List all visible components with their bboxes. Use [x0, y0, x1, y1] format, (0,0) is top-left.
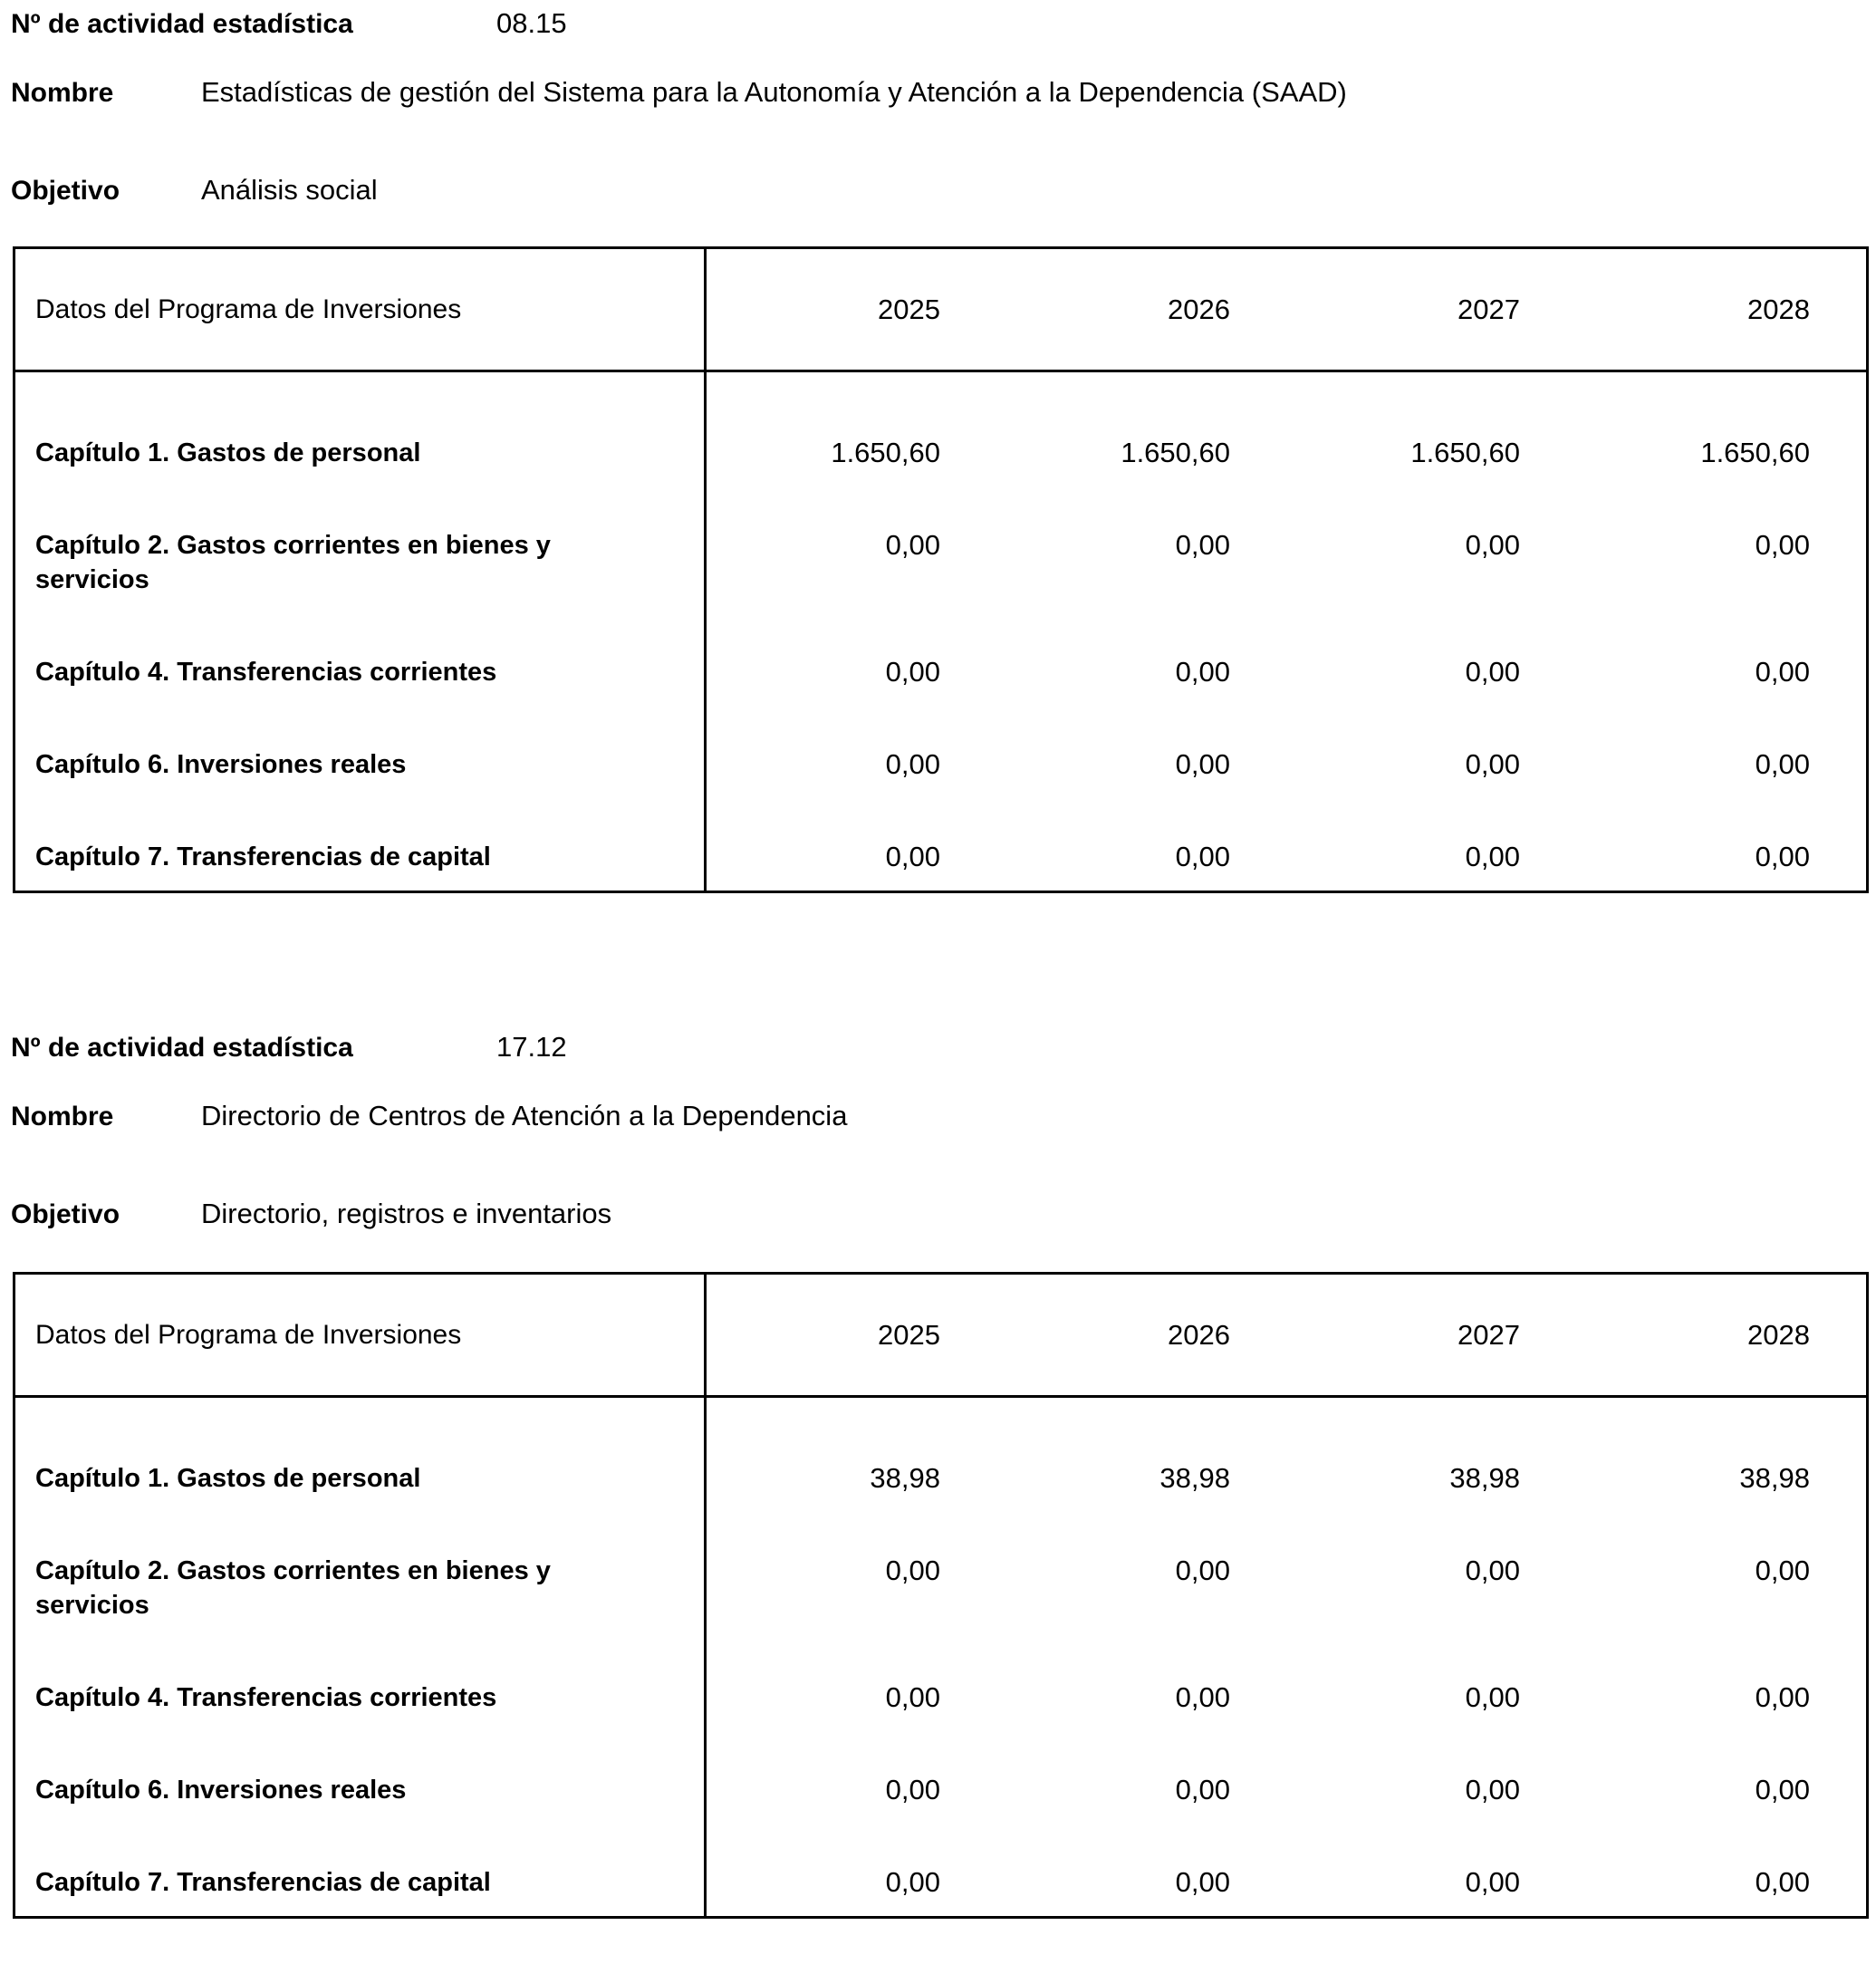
value-cell: 0,00	[1755, 1555, 1810, 1586]
value-cell: 0,00	[1175, 656, 1230, 688]
activity-number-value: 08.15	[496, 7, 567, 39]
table-row	[15, 1461, 1866, 1496]
value-cell: 0,00	[1175, 748, 1230, 780]
year-header: 2026	[1168, 1318, 1230, 1351]
table-row	[15, 436, 1866, 470]
row-label: Capítulo 4. Transferencias corrientes	[35, 1683, 497, 1712]
activity-number-label: Nº de actividad estadística	[11, 9, 353, 39]
year-header: 2025	[878, 293, 940, 325]
objective-row	[11, 174, 1869, 207]
value-cell: 0,00	[1755, 656, 1810, 688]
name-label: Nombre	[11, 78, 114, 108]
activity-number-value: 17.12	[496, 1031, 567, 1063]
investment-table-1	[13, 246, 1869, 893]
year-headers	[707, 294, 1866, 326]
activity-section-2	[11, 1031, 1869, 1919]
row-label: Capítulo 6. Inversiones reales	[35, 750, 407, 779]
value-cell: 0,00	[1175, 1555, 1230, 1586]
row-label: Capítulo 7. Transferencias de capital	[35, 1868, 491, 1897]
activity-number-row	[11, 1031, 1869, 1064]
row-label: Capítulo 7. Transferencias de capital	[35, 842, 491, 871]
table-header-row	[15, 249, 1866, 372]
objective-label: Objetivo	[11, 1199, 120, 1229]
value-cell: 0,00	[1465, 1555, 1520, 1586]
row-label: Capítulo 2. Gastos corrientes en bienes y servicios	[35, 1556, 551, 1620]
row-label: Capítulo 4. Transferencias corrientes	[35, 658, 497, 687]
value-cell: 0,00	[1465, 529, 1520, 561]
value-cell: 0,00	[885, 1681, 940, 1713]
row-values	[707, 840, 1866, 874]
row-values	[707, 1773, 1866, 1807]
table-row	[15, 655, 1866, 689]
value-cell: 1.650,60	[1410, 437, 1520, 468]
value-cell: 38,98	[1739, 1462, 1810, 1494]
value-cell: 1.650,60	[831, 437, 940, 468]
value-cell: 0,00	[1755, 748, 1810, 780]
table-title: Datos del Programa de Inversiones	[35, 1319, 462, 1350]
value-cell: 0,00	[1755, 1774, 1810, 1805]
row-values	[707, 1865, 1866, 1900]
value-cell: 38,98	[1449, 1462, 1520, 1494]
row-values	[707, 1461, 1866, 1496]
row-values	[707, 1680, 1866, 1715]
column-divider	[704, 249, 707, 891]
value-cell: 1.650,60	[1121, 437, 1230, 468]
table-header-row	[15, 1275, 1866, 1398]
table-row	[15, 1865, 1866, 1900]
value-cell: 0,00	[1755, 841, 1810, 872]
row-values	[707, 747, 1866, 782]
table-row	[15, 840, 1866, 874]
table-body	[15, 1398, 1866, 1916]
table-row	[15, 747, 1866, 782]
investment-table-2	[13, 1272, 1869, 1919]
value-cell: 0,00	[885, 529, 940, 561]
name-label: Nombre	[11, 1102, 114, 1131]
value-cell: 0,00	[1465, 656, 1520, 688]
activity-number-label: Nº de actividad estadística	[11, 1033, 353, 1063]
activity-section-1	[11, 7, 1869, 893]
row-values	[707, 1554, 1866, 1622]
name-value: Directorio de Centros de Atención a la Dependencia	[201, 1100, 848, 1131]
name-row	[11, 1100, 1869, 1132]
value-cell: 38,98	[870, 1462, 940, 1494]
table-title: Datos del Programa de Inversiones	[35, 294, 462, 324]
table-body	[15, 372, 1866, 891]
value-cell: 0,00	[1175, 1866, 1230, 1898]
value-cell: 0,00	[1755, 529, 1810, 561]
value-cell: 0,00	[1175, 841, 1230, 872]
value-cell: 0,00	[1465, 841, 1520, 872]
row-values	[707, 436, 1866, 470]
value-cell: 0,00	[885, 1866, 940, 1898]
row-values	[707, 655, 1866, 689]
value-cell: 0,00	[885, 1774, 940, 1805]
year-header: 2028	[1747, 1318, 1810, 1351]
table-row	[15, 1554, 1866, 1622]
name-row	[11, 76, 1869, 109]
objective-value: Directorio, registros e inventarios	[201, 1198, 612, 1229]
value-cell: 38,98	[1159, 1462, 1230, 1494]
value-cell: 0,00	[1465, 1866, 1520, 1898]
value-cell: 1.650,60	[1700, 437, 1810, 468]
value-cell: 0,00	[1175, 1774, 1230, 1805]
name-value: Estadísticas de gestión del Sistema para la Autonomía y Atención a la Dependencia (SAAD)	[201, 76, 1347, 108]
objective-value: Análisis social	[201, 174, 378, 206]
table-row	[15, 1773, 1866, 1807]
value-cell: 0,00	[1755, 1681, 1810, 1713]
value-cell: 0,00	[1465, 1774, 1520, 1805]
year-header: 2027	[1458, 1318, 1520, 1351]
row-label: Capítulo 1. Gastos de personal	[35, 1464, 421, 1493]
row-label: Capítulo 6. Inversiones reales	[35, 1776, 407, 1805]
year-header: 2027	[1458, 293, 1520, 325]
value-cell: 0,00	[1175, 529, 1230, 561]
value-cell: 0,00	[1755, 1866, 1810, 1898]
year-header: 2025	[878, 1318, 940, 1351]
row-values	[707, 528, 1866, 597]
value-cell: 0,00	[885, 841, 940, 872]
year-headers	[707, 1319, 1866, 1352]
year-header: 2026	[1168, 293, 1230, 325]
table-row	[15, 1680, 1866, 1715]
table-row	[15, 528, 1866, 597]
row-label: Capítulo 1. Gastos de personal	[35, 438, 421, 467]
value-cell: 0,00	[1465, 1681, 1520, 1713]
row-label: Capítulo 2. Gastos corrientes en bienes y servicios	[35, 531, 551, 594]
value-cell: 0,00	[1175, 1681, 1230, 1713]
value-cell: 0,00	[1465, 748, 1520, 780]
value-cell: 0,00	[885, 748, 940, 780]
activity-number-row	[11, 7, 1869, 40]
value-cell: 0,00	[885, 1555, 940, 1586]
objective-row	[11, 1198, 1869, 1230]
year-header: 2028	[1747, 293, 1810, 325]
column-divider	[704, 1275, 707, 1916]
objective-label: Objetivo	[11, 176, 120, 206]
value-cell: 0,00	[885, 656, 940, 688]
